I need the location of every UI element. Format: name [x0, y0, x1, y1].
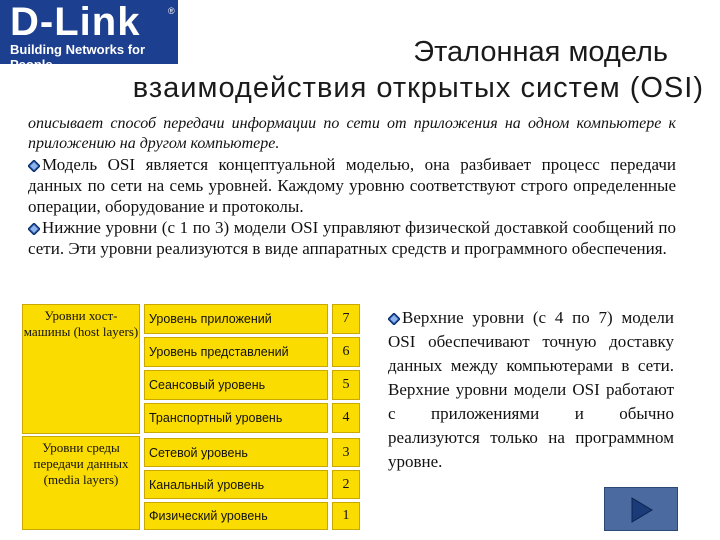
bullet-text: Нижние уровни (с 1 по 3) модели OSI управляют физической доставкой сообщений по сети. Эти уровни реализуются в виде аппаратных средств и программного обеспечения. [28, 218, 676, 258]
slide-title [0, 34, 704, 106]
osi-layer-number: 5 [332, 370, 360, 400]
intro-text: описывает способ передачи информации по сети от приложения на одном компьютере к приложению на другом компьютере. [28, 115, 676, 152]
diamond-bullet-icon [28, 223, 40, 235]
osi-layer-number: 2 [332, 470, 360, 499]
play-arrow-icon [630, 497, 654, 523]
upper-layers-text [388, 306, 674, 474]
slide-title-line2: взаимодействия открытых систем (OSI) [132, 72, 704, 104]
diamond-bullet-icon [388, 313, 400, 325]
osi-layer-number: 6 [332, 337, 360, 367]
osi-layer-name: Уровень представлений [144, 337, 328, 367]
osi-layer-name: Уровень приложений [144, 304, 328, 334]
osi-layer-name: Транспортный уровень [144, 403, 328, 433]
media-layers-group: Уровни среды передачи данных (media layers) [22, 436, 140, 530]
logo-registered-mark: ® [168, 6, 175, 16]
osi-layer-name: Сетевой уровень [144, 438, 328, 467]
logo-tagline: Building Networks for People [10, 42, 146, 72]
next-slide-button[interactable] [604, 487, 678, 531]
bullet-list [28, 154, 676, 259]
bullet-item [28, 154, 676, 217]
osi-layer-number: 1 [332, 502, 360, 530]
upper-layers-text-body: Верхние уровни (с 4 по 7) модели OSI обеспечивают точную доставку данных между компьютерами в сети. Верхние уровни модели OSI работают с приложениями и обычно реализуются только на программном уровне. [388, 308, 674, 471]
osi-layer-table [22, 304, 371, 530]
slide-title-line1: Эталонная модель [413, 36, 668, 68]
bullet-text: Модель OSI является концептуальной моделью, она разбивает процесс передачи данных по сети на семь уровней. Каждому уровню соответствуют строго определенные операции, оборудование и протоколы. [28, 155, 676, 216]
diamond-bullet-icon [28, 160, 40, 172]
osi-layer-number: 4 [332, 403, 360, 433]
host-layers-group: Уровни хост-машины (host layers) [22, 304, 140, 434]
osi-layer-number: 7 [332, 304, 360, 334]
osi-layer-name: Сеансовый уровень [144, 370, 328, 400]
logo-brand: D-Link [10, 0, 141, 44]
osi-layer-number: 3 [332, 438, 360, 467]
bullet-item [28, 217, 676, 259]
osi-layer-name: Канальный уровень [144, 470, 328, 499]
osi-layer-name: Физический уровень [144, 502, 328, 530]
